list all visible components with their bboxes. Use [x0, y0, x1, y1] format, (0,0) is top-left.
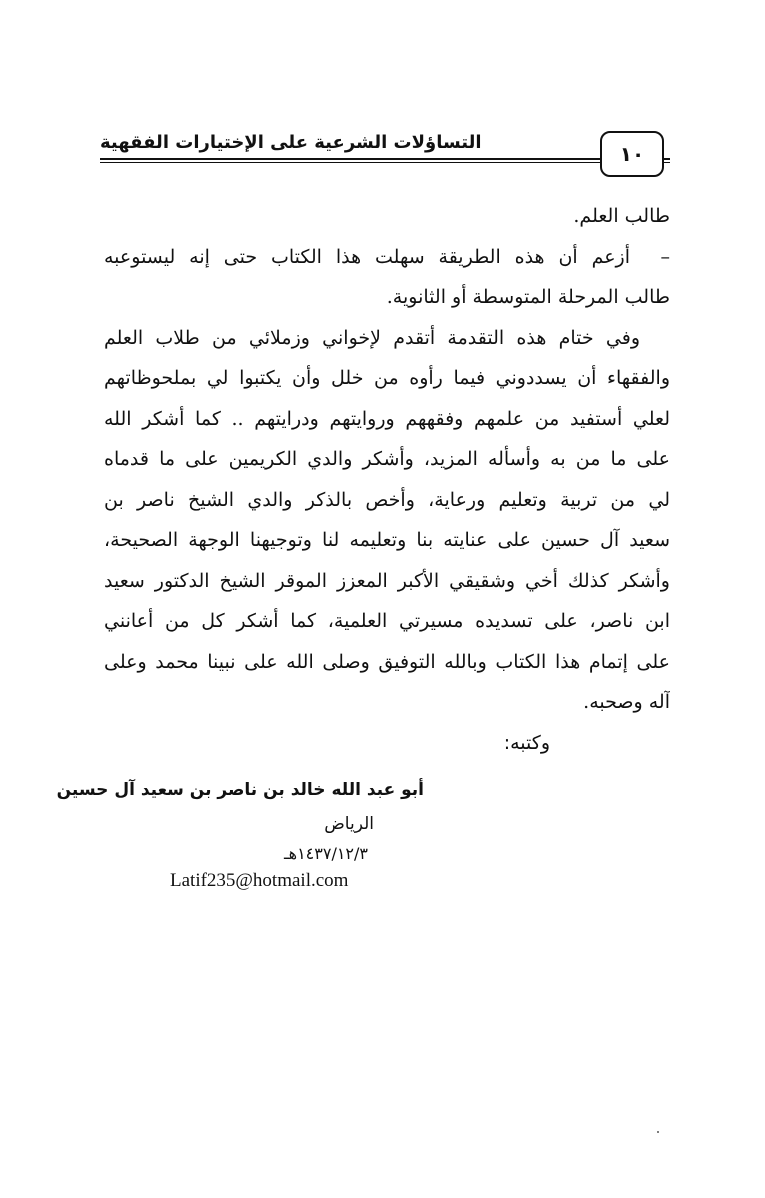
text-line: طالب المرحلة المتوسطة أو الثانوية.: [386, 286, 670, 308]
text-line: أزعم أن هذه الطريقة سهلت هذا الكتاب حتى إنه ليستوعبه: [104, 245, 630, 268]
text-line: وأشكر كذلك أخي وشقيقي الأكبر المعزز الموقر الشيخ الدكتور سعيد: [104, 569, 670, 592]
text-line: لي من تربية وتعليم ورعاية، وأخص بالذكر والدي الشيخ ناصر بن: [104, 488, 670, 511]
header-rule: [100, 158, 670, 160]
text-line: على إتمام هذا الكتاب وبالله التوفيق وصلى الله على نبينا محمد وعلى: [104, 650, 670, 673]
text-line: لعلي أستفيد من علمهم وفقههم وروايتهم ودرايتهم .. كما أشكر الله: [104, 407, 670, 430]
header-rule-thin: [100, 162, 670, 163]
page-number-badge: ١٠: [600, 131, 664, 177]
body-text: [104, 196, 670, 723]
bullet-dash: –: [660, 245, 670, 268]
text-line: سعيد آل حسين على عنايته بنا وتعليمه لنا وتوجيهنا الوجهة الصحيحة،: [104, 529, 670, 551]
text-line: والفقهاء أن يسددوني فيما رأوه من خلل وأن يكتبوا لي بملحوظاتهم: [104, 367, 670, 389]
paragraph-start-line: وفي ختام هذه التقدمة أتقدم لإخواني وزملائي من طلاب العلم: [104, 326, 640, 349]
text-line: طالب العلم.: [573, 205, 670, 227]
text-line: على ما من به وأسأله المزيد، وأشكر والدي الكريمين على ما قدماه: [104, 448, 670, 470]
page-speck: [657, 1131, 659, 1133]
email-address: Latif235@hotmail.com: [170, 870, 349, 891]
author-name: أبو عبد الله خالد بن ناصر بن سعيد آل حسين: [56, 780, 424, 800]
date: ١٤٣٧/١٢/٣هـ: [283, 844, 368, 863]
signature-label: وكتبه:: [503, 732, 550, 754]
running-title: التساؤلات الشرعية على الإختيارات الفقهية: [100, 132, 482, 153]
text-line: ابن ناصر، على تسديده مسيرتي العلمية، كما أشكر كل من أعانني: [104, 610, 670, 632]
city: الرياض: [324, 814, 374, 834]
text-line: آله وصحبه.: [583, 691, 670, 713]
bullet-item: [104, 237, 670, 278]
page-header: [100, 128, 670, 180]
